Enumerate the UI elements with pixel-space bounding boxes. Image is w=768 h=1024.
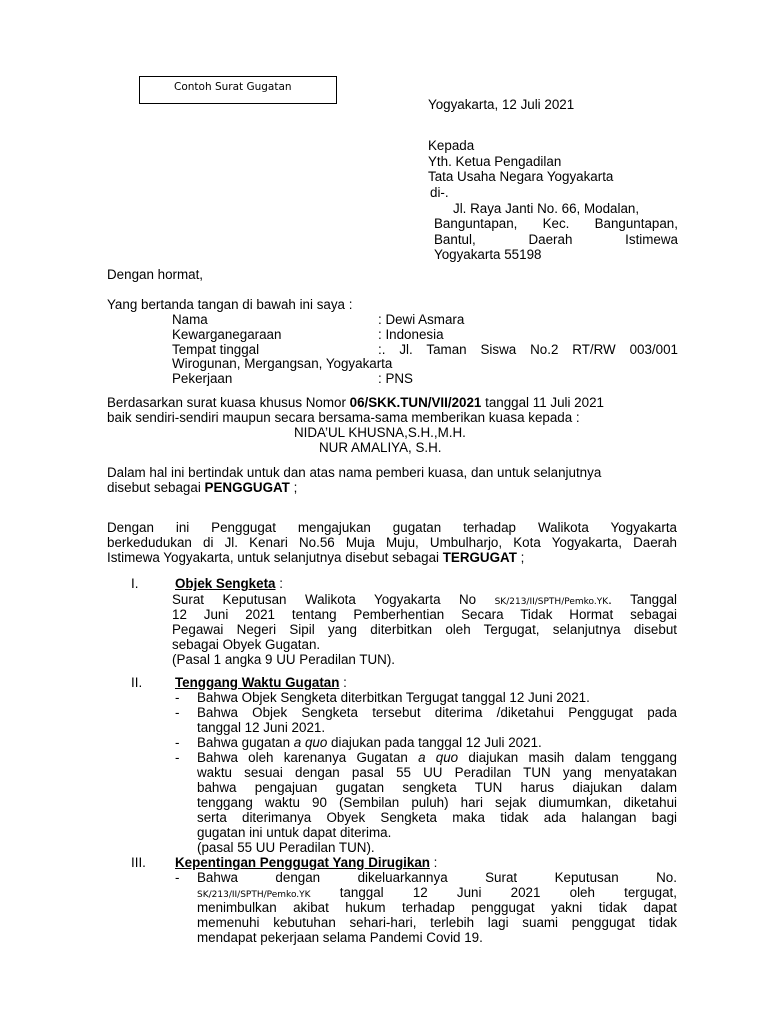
greeting: Dengan hormat, xyxy=(107,267,204,282)
section-3-line-4: memenuhi kebutuhan sehari-hari, terlebih lagi suami penggugat tidak xyxy=(197,915,677,930)
nama-value: : Dewi Asmara xyxy=(378,312,465,327)
kuasa-name-1: NIDA’UL KHUSNA,S.H.,M.H. xyxy=(294,425,466,440)
kuasa-line-1: Berdasarkan surat kuasa khusus Nomor 06/SKK.TUN/VII/2021 tanggal 11 Juli 2021 xyxy=(107,395,604,410)
address-line-1: Jl. Raya Janti No. 66, Modalan, xyxy=(453,201,640,216)
kewarganegaraan-label: Kewarganegaraan xyxy=(172,327,282,342)
section-2-bullet-4-line-3: bahwa pengajuan gugatan sengketa TUN harus diajukan dalam xyxy=(197,780,677,795)
tergugat-line-2: berkedudukan di Jl. Kenari No.56 Muja Muju, Umbulharjo, Kota Yogyakarta, Daerah xyxy=(107,535,677,550)
penggugat-line-1: Dalam hal ini bertindak untuk dan atas nama pemberi kuasa, dan untuk selanjutnya xyxy=(107,465,602,480)
title-box xyxy=(139,76,337,104)
section-1-line-5: (Pasal 1 angka 9 UU Peradilan TUN). xyxy=(172,652,396,667)
address-line-2: Banguntapan, Kec. Banguntapan, xyxy=(434,216,678,231)
section-2-bullet-2-line-1: Bahwa Objek Sengketa tersebut diterima /diketahui Penggugat pada xyxy=(197,705,677,720)
section-3-line-3: menimbulkan akibat hukum terhadap penggugat yakni tidak dapat xyxy=(197,900,677,915)
section-2-title: Tenggang Waktu Gugatan xyxy=(175,675,340,690)
section-2-bullet-4-line-1: Bahwa oleh karenanya Gugatan a quo diajukan masih dalam tenggang xyxy=(197,750,677,765)
tempat-tinggal-value-2: Wirogunan, Mergangsan, Yogyakarta xyxy=(172,356,393,371)
penggugat-line-2: disebut sebagai PENGGUGAT ; xyxy=(107,480,298,495)
tergugat-term: TERGUGAT xyxy=(442,550,517,565)
place-date: Yogyakarta, 12 Juli 2021 xyxy=(428,97,575,112)
pekerjaan-value: : PNS xyxy=(378,371,413,386)
tempat-tinggal-value: :. Jl. Taman Siswa No.2 RT/RW 003/001 xyxy=(378,342,678,357)
bullet-dash: - xyxy=(175,705,180,720)
section-3-title: Kepentingan Penggugat Yang Dirugikan xyxy=(175,855,430,870)
section-2-heading: Tenggang Waktu Gugatan : xyxy=(175,675,347,690)
recipient-court: Tata Usaha Negara Yogyakarta xyxy=(428,169,614,184)
tergugat-line-1: Dengan ini Penggugat mengajukan gugatan terhadap Walikota Yogyakarta xyxy=(107,520,677,535)
kuasa-line-2: baik sendiri-sendiri maupun secara bersama-sama memberikan kuasa kepada : xyxy=(107,410,580,425)
bullet-dash: - xyxy=(175,690,180,705)
title-box-label: Contoh Surat Gugatan xyxy=(174,81,292,93)
bullet-dash: - xyxy=(175,750,180,765)
section-2-bullet-3: Bahwa gugatan a quo diajukan pada tanggal 12 Juli 2021. xyxy=(197,735,542,750)
tergugat-line-3: Istimewa Yogyakarta, untuk selanjutnya disebut sebagai TERGUGAT ; xyxy=(107,550,525,565)
intro-line: Yang bertanda tangan di bawah ini saya : xyxy=(107,297,353,312)
section-3-number: III. xyxy=(131,855,146,870)
address-line-4: Yogyakarta 55198 xyxy=(434,247,542,262)
kewarganegaraan-value: : Indonesia xyxy=(378,327,444,342)
section-2-bullet-4-line-7: (pasal 55 UU Peradilan TUN). xyxy=(197,840,375,855)
section-3-heading: Kepentingan Penggugat Yang Dirugikan : xyxy=(175,855,438,870)
recipient-yth: Yth. Ketua Pengadilan xyxy=(428,154,562,169)
penggugat-term: PENGGUGAT xyxy=(204,480,290,495)
pekerjaan-label: Pekerjaan xyxy=(172,371,233,386)
section-2-bullet-4-line-6: gugatan ini untuk dapat diterima. xyxy=(197,825,392,840)
section-3-line-1: Bahwa dengan dikeluarkannya Surat Keputusan No. xyxy=(197,870,677,885)
recipient-di: di-. xyxy=(430,185,449,200)
section-2-number: II. xyxy=(131,675,143,690)
nama-label: Nama xyxy=(172,312,208,327)
address-line-3: Bantul, Daerah Istimewa xyxy=(434,232,678,247)
kuasa-number: 06/SKK.TUN/VII/2021 xyxy=(349,395,482,410)
bullet-dash: - xyxy=(175,870,180,885)
recipient-kepada: Kepada xyxy=(428,138,475,153)
section-1-line-2: 12 Juni 2021 tentang Pemberhentian Secara Tidak Hormat sebagai xyxy=(172,607,677,622)
section-2-bullet-4-line-2: waktu sesuai dengan pasal 55 UU Peradilan TUN yang menyatakan xyxy=(197,765,677,780)
kuasa-name-2: NUR AMALIYA, S.H. xyxy=(319,440,442,455)
section-1-line-3: Pegawai Negeri Sipil yang diterbitkan oleh Tergugat, selanjutnya disebut xyxy=(172,622,677,637)
section-2-bullet-4-line-4: tenggang waktu 90 (Sembilan puluh) hari sejak diumumkan, diketahui xyxy=(197,795,677,810)
section-1-number: I. xyxy=(131,576,139,591)
bullet-dash: - xyxy=(175,735,180,750)
section-1-line-4: sebagai Obyek Gugatan. xyxy=(172,637,321,652)
section-1-title: Objek Sengketa xyxy=(175,576,276,591)
section-1-heading: Objek Sengketa : xyxy=(175,576,283,591)
section-3-line-5: mendapat pekerjaan selama Pandemi Covid 19. xyxy=(197,930,483,945)
section-2-bullet-1: Bahwa Objek Sengketa diterbitkan Tergugat tanggal 12 Juni 2021. xyxy=(197,690,590,705)
section-1-line-1: Surat Keputusan Walikota Yogyakarta No SK/213/II/SPTH/Pemko.YK. Tanggal xyxy=(172,592,677,607)
section-2-bullet-2-line-2: tanggal 12 Juni 2021. xyxy=(197,720,326,735)
section-2-bullet-4-line-5: serta diterimanya Obyek Sengketa maka tidak ada halangan bagi xyxy=(197,810,677,825)
section-3-line-2: SK/213/II/SPTH/Pemko.YK tanggal 12 Juni 2021 oleh tergugat, xyxy=(197,885,677,900)
tempat-tinggal-label: Tempat tinggal xyxy=(172,342,260,357)
